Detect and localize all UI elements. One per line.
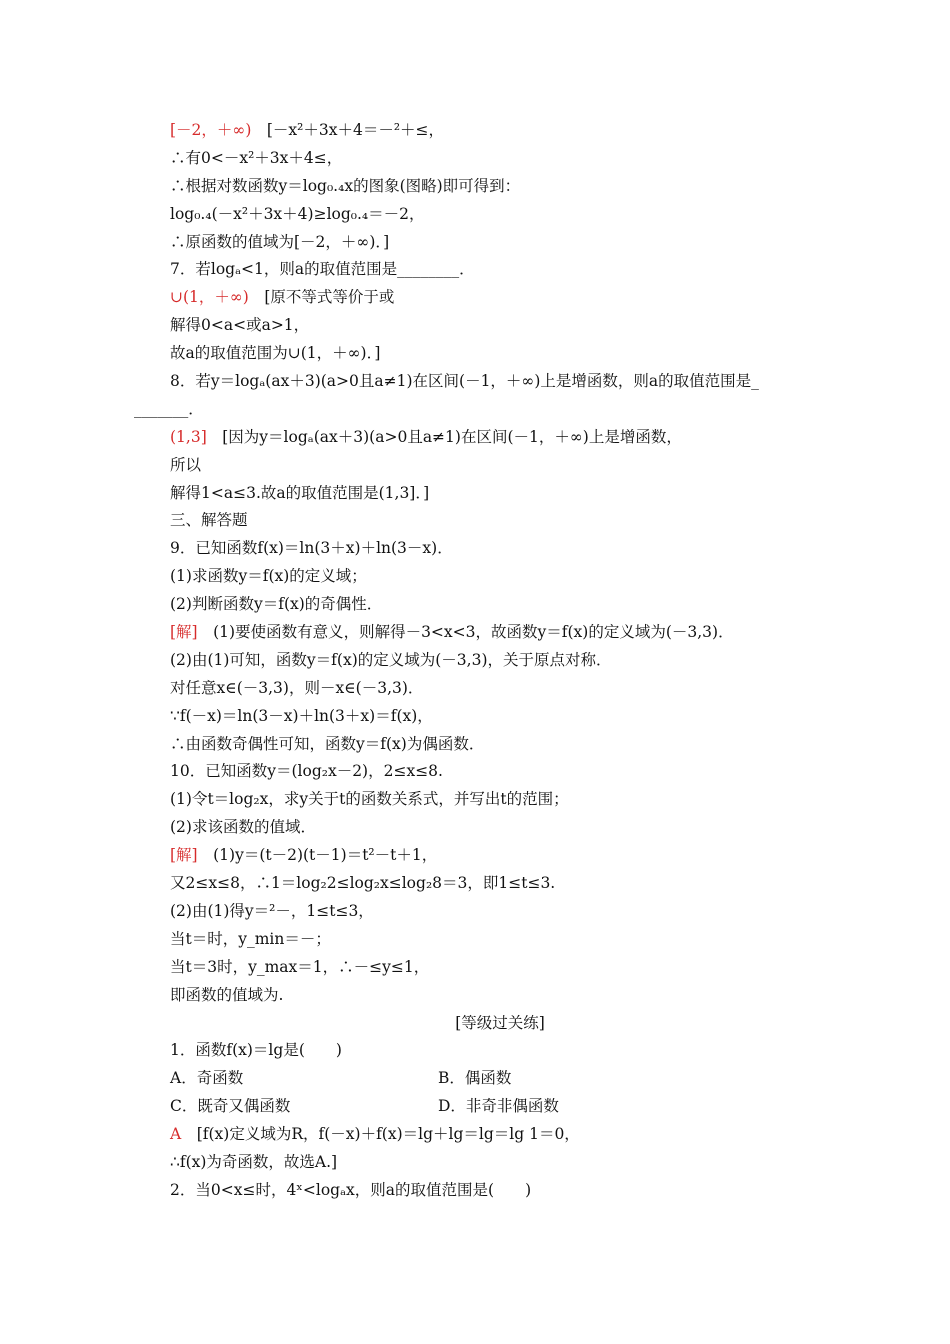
q1-option-c: C．既奇又偶函数 [170,1097,291,1116]
line-text: 解得0<a<或a>1， [170,316,310,335]
answer-marker: [－2，＋∞) [170,121,252,139]
text-line [170,703,830,731]
text-line [170,619,830,647]
line-text: ∴根据对数函数y＝log₀.₄x的图象(图略)即可得到： [170,176,521,195]
line-text: 解得1<a≤3.故a的取值范围是(1,3]．] [170,483,430,502]
text-line [170,173,830,201]
line-text: 所以 [170,455,202,474]
q1-stem: 1．函数f(x)＝lg是( ) [170,1041,342,1060]
answer-marker: [解] [170,846,198,865]
text-line [170,675,830,703]
answer-marker: ∪(1，＋∞) [170,288,249,307]
line-text: _______． [134,399,204,418]
text-line [170,424,830,452]
text-line [170,507,830,535]
text-line [170,731,830,759]
line-text: 故a的取值范围为∪(1，＋∞)．] [170,344,381,363]
text-line [170,563,830,591]
text-line [170,814,830,842]
q1-options-row-2 [170,1093,830,1121]
line-text: 7．若logₐ<1，则a的取值范围是________． [170,260,475,279]
line-text: [原不等式等价于或 [248,288,395,307]
q1-options-row-1 [170,1065,830,1093]
text-line [170,368,830,396]
q1-answer-label: A [170,1125,182,1144]
document-content [134,117,830,1205]
line-text: 当t＝3时，y_max＝1，∴－≤y≤1， [170,957,430,976]
text-line [170,982,830,1010]
line-text: 10．已知函数y＝(log₂x－2)，2≤x≤8. [170,762,443,781]
q1-answer-line-2: ∴f(x)为奇函数，故选A.] [170,1152,338,1171]
line-text: 又2≤x≤8，∴1＝log₂2≤log₂x≤log₂8＝3，即1≤t≤3. [170,874,556,893]
q1-option-d: D．非奇非偶函数 [438,1097,559,1116]
line-text: 当t＝时，y_min＝－； [170,929,331,948]
text-line [170,145,830,173]
line-text: 8．若y＝logₐ(ax＋3)(a>0且a≠1)在区间(－1，＋∞)上是增函数，则a的取值范围是_ [170,372,759,391]
line-text: 9．已知函数f(x)＝ln(3＋x)＋ln(3－x)． [170,539,453,558]
line-text: (2)求该函数的值域． [170,818,316,837]
line-text: ∴原函数的值域为[－2，＋∞)．] [170,232,390,251]
text-line [170,786,830,814]
text-line [170,229,830,257]
line-text: ∴有0<－x²＋3x＋4≤， [170,148,343,167]
solution-lines [134,117,830,1010]
text-line [170,591,830,619]
text-line [170,452,830,480]
text-line [170,340,830,368]
q1-option-b: B．偶函数 [438,1069,512,1088]
line-text: (1)令t＝log₂x，求y关于t的函数关系式，并写出t的范围； [170,790,569,809]
line-text: (2)由(1)可知，函数y＝f(x)的定义域为(－3,3)，关于原点对称． [170,650,612,669]
q1-option-a: A．奇函数 [170,1069,244,1088]
line-text: (2)判断函数y＝f(x)的奇偶性． [170,595,383,614]
q1-answer-text: [f(x)定义域为R，f(－x)＋f(x)＝lg＋lg＝lg＝lg 1＝0， [181,1125,580,1144]
text-line [170,312,830,340]
text-line [170,647,830,675]
line-text: 三、解答题 [170,511,248,530]
text-line [170,117,830,145]
q1-answer [170,1121,830,1149]
line-text: (1)要使函数有意义，则解得－3<x<3，故函数y＝f(x)的定义域为(－3,3)． [197,623,734,642]
line-text: 对任意x∈(－3,3)，则－x∈(－3,3)． [170,678,424,697]
text-line [170,842,830,870]
line-text: [－x²＋3x＋4＝－²＋≤， [251,121,445,139]
text-line [170,480,830,508]
section-title: [等级过关练] [455,1013,545,1032]
answer-marker: (1,3] [170,427,207,446]
line-text: ∵f(－x)＝ln(3－x)＋ln(3＋x)＝f(x)， [170,706,433,725]
line-text: [因为y＝logₐ(ax＋3)(a>0且a≠1)在区间(－1，＋∞)上是增函数， [206,427,682,446]
answer-marker: [解] [170,623,198,642]
text-line [170,898,830,926]
text-line [170,954,830,982]
q2-stem: 2．当0<x≤时，4ˣ<logₐx，则a的取值范围是( ) [170,1180,532,1199]
text-line [134,396,830,424]
text-line [170,256,830,284]
line-text: (1)求函数y＝f(x)的定义域； [170,567,367,586]
line-text: log₀.₄(－x²＋3x＋4)≥log₀.₄＝－2， [170,204,425,223]
text-line [170,926,830,954]
text-line [170,758,830,786]
line-text: 即函数的值域为. [170,985,284,1004]
line-text: ∴由函数奇偶性可知，函数y＝f(x)为偶函数． [170,734,485,753]
text-line [170,535,830,563]
text-line [170,870,830,898]
text-line [170,284,830,312]
line-text: (1)y＝(t－2)(t－1)＝t²－t＋1， [197,846,438,865]
line-text: (2)由(1)得y＝²－，1≤t≤3， [170,901,374,920]
text-line [170,201,830,229]
